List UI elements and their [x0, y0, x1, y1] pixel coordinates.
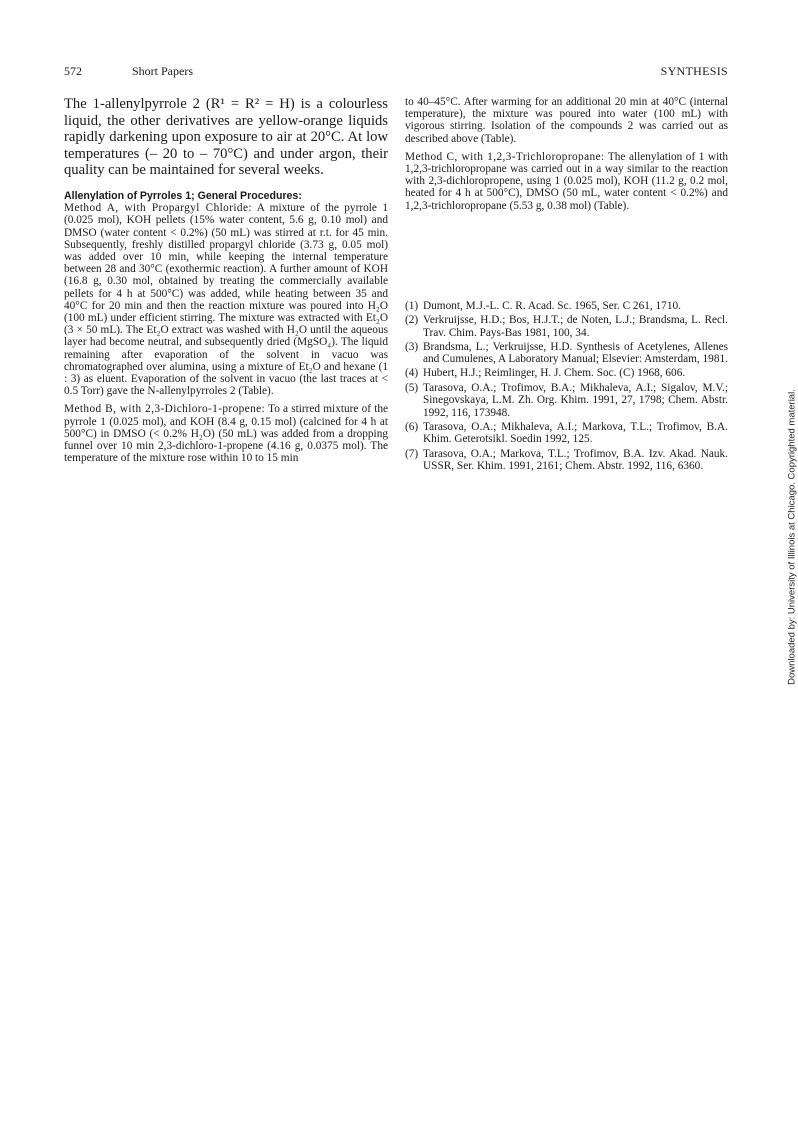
reference-item [405, 421, 728, 446]
reference-number: (6) [405, 420, 419, 433]
reference-number: (1) [405, 300, 419, 312]
right-column [405, 96, 728, 218]
reference-item [405, 341, 728, 366]
method-a-text: A mixture of the pyrrole 1 (0.025 mol), KOH pellets (15% water content, 5.6 g, 0.10 mol) and DMSO (water content < 0.2%) (50 mL) was stirred at r.t. for 45 min. Subsequently, freshly distilled propargyl chloride (3.73 g, 0.05 mol) was added over 10 min, while keeping the internal temperature between 28 and 30°C (exothermic reaction). A further amount of KOH (16.8 g, 0.30 mol, obtained by treating the commercially available pellets for 4 h at 500°C) was added, while heating between 35 and 40°C for 20 min and then the reaction mixture was poured into H₂O (100 mL) under efficient stirring. The mixture was extracted with Et₂O (3 × 50 mL). The Et₂O extract was washed with H₂O until the aqueous layer had become neutral, and subsequently dried (MgSO₄). The liquid remaining after evaporation of the solvent in vacuo was chromatographed over alumina, using a mixture of Et₂O and hexane (1 : 3) as eluent. Evaporation of the solvent in vacuo (the last traces at < 0.5 Torr) gave the N-allenylpyrroles 2 (Table). [64, 202, 388, 398]
method-c-label: Method C, with 1,2,3-Trichloropropane: [405, 150, 605, 163]
method-a-paragraph [64, 202, 388, 397]
intro-paragraph: The 1-allenylpyrrole 2 (R¹ = R² = H) is a colourless liquid, the other derivatives are yellow-orange liquids rapidly darkening upon exposure to air at 20°C. At low temperatures (– 20 to – 70°C) and under argon, their quality can be maintained for several weeks. [64, 96, 388, 179]
reference-number: (5) [405, 381, 419, 394]
method-b-paragraph [64, 403, 388, 464]
reference-text: Dumont, M.J.-L. C. R. Acad. Sc. 1965, Ser. C 261, 1710. [423, 300, 681, 312]
reference-item [405, 448, 728, 473]
reference-number: (3) [405, 340, 419, 353]
method-b-text: To a stirred mixture of the pyrrole 1 (0.025 mol), and KOH (8.4 g, 0.15 mol) (calcined for 4 h at 500°C) in DMSO (< 0.2% H₂O) (50 mL) was added from a dropping funnel over 10 min 2,3-dichloro-1-propene (4.16 g, 0.0375 mol). The temperature of the mixture rose within 10 to 15 min [64, 403, 388, 465]
method-c-paragraph [405, 151, 728, 212]
page-number: 572 [64, 64, 82, 78]
reference-number: (7) [405, 447, 419, 460]
reference-item [405, 367, 728, 380]
download-notice-text: Downloaded by: University of Illinois at Chicago. Copyrighted material. [786, 389, 798, 685]
reference-text: Brandsma, L.; Verkruijsse, H.D. Synthesis of Acetylenes, Allenes and Cumulenes, A Laboratory Manual; Elsevier: Amsterdam, 1981. [423, 340, 728, 366]
reference-text: Hubert, H.J.; Reimlinger, H. J. Chem. Soc. (C) 1968, 606. [423, 367, 686, 380]
procedures-heading: Allenylation of Pyrroles 1; General Procedures: [64, 189, 302, 202]
method-b-label: Method B, with 2,3-Dichloro-1-propene: [64, 403, 266, 416]
page-header [64, 64, 728, 80]
reference-text: Tarasova, O.A.; Mikhaleva, A.I.; Markova, T.L.; Trofimov, B.A. Khim. Geterotsikl. Soedin 1992, 125. [423, 420, 728, 446]
reference-item [405, 300, 728, 313]
method-b-continuation: to 40–45°C. After warming for an additional 20 min at 40°C (internal temperature), the mixture was poured into water (100 mL) with vigorous stirring. Isolation of the compounds 2 was carried out as described above (Table). [405, 96, 728, 145]
reference-number: (2) [405, 314, 419, 327]
journal-name: SYNTHESIS [660, 64, 728, 78]
method-a-label: Method A, with Propargyl Chloride: [64, 202, 252, 215]
reference-text: Verkruijsse, H.D.; Bos, H.J.T.; de Noten, L.J.; Brandsma, L. Recl. Trav. Chim. Pays-Bas 1981, 100, 34. [423, 314, 728, 339]
reference-text: Tarasova, O.A.; Markova, T.L.; Trofimov, B.A. Izv. Akad. Nauk. USSR, Ser. Khim. 1991, 2161; Chem. Abstr. 1992, 116, 6360. [423, 447, 728, 473]
reference-item [405, 382, 728, 420]
download-notice [786, 389, 798, 685]
method-c-text: The allenylation of 1 with 1,2,3-trichloropropane was carried out in a way similar to the reaction with 2,3-dichloropropene, using 1 (0.025 mol), KOH (11.2 g, 0.2 mol, heated for 4 h at 500°C), DMSO (50 mL, water content < 0.2%) and 1,2,3-trichloropropane (5.53 g, 0.38 mol) (Table). [405, 150, 729, 212]
reference-number: (4) [405, 367, 419, 380]
reference-item [405, 314, 728, 339]
left-column [64, 96, 388, 470]
reference-list [405, 300, 728, 474]
section-title: Short Papers [132, 64, 193, 78]
reference-text: Tarasova, O.A.; Trofimov, B.A.; Mikhaleva, A.I.; Sigalov, M.V.; Sinegovskaya, L.M. Zh. Org. Khim. 1991, 27, 1798; Chem. Abstr. 1992, 116, 173948. [423, 381, 728, 419]
